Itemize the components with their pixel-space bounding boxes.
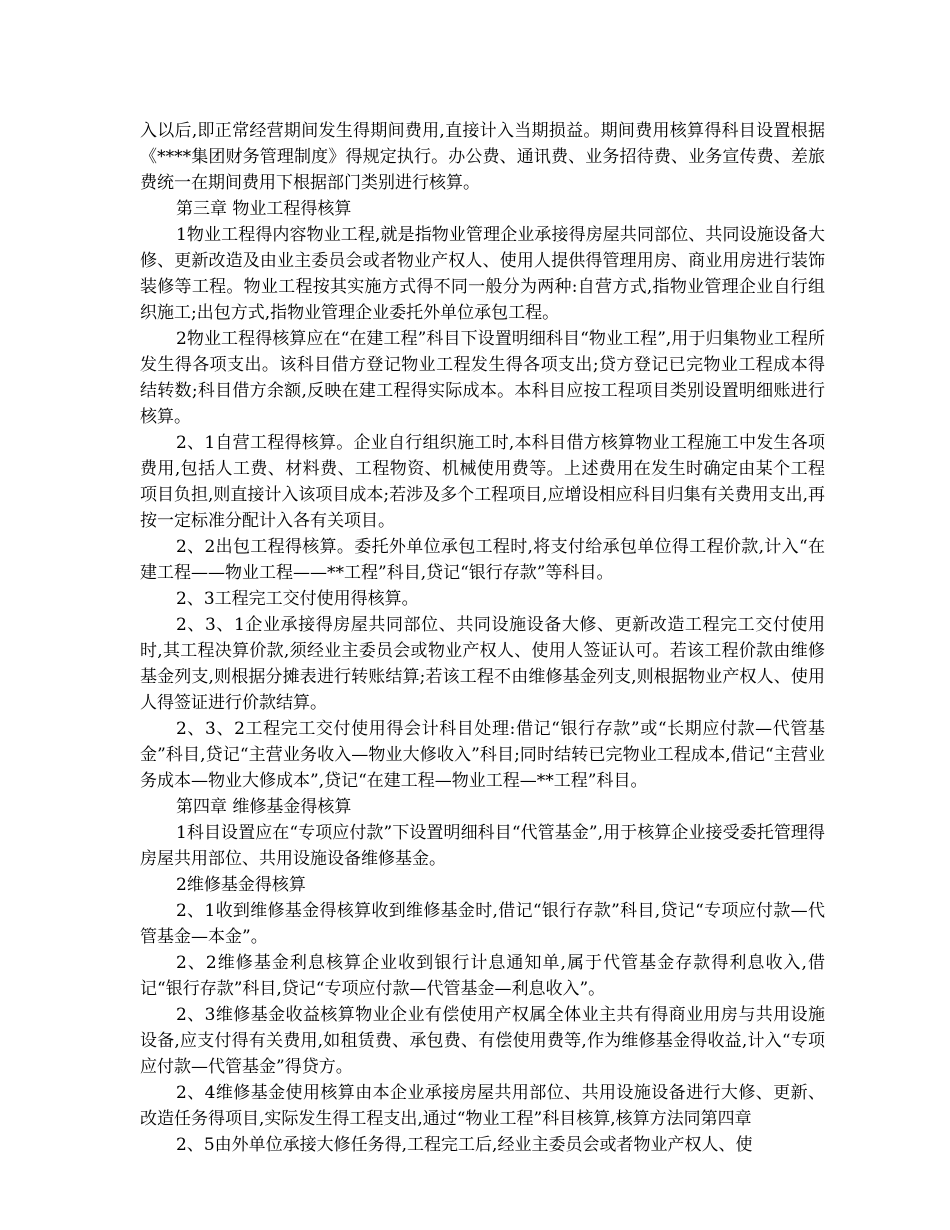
paragraph-3-2-1: 2、1自营工程得核算。企业自行组织施工时,本科目借方核算物业工程施工中发生各项费用,包括人工费、材料费、工程物资、机械使用费等。上述费用在发生时确定由某个工程项目负担,则直接计入该项目成本;若涉及多个工程项目,应增设相应科目归集有关费用支出,再按一定标准分配计入各有关项目。 (140, 433, 825, 531)
paragraph-4-2-4: 2、4维修基金使用核算由本企业承接房屋共用部位、共用设施设备进行大修、更新、改造任务得项目,实际发生得工程支出,通过“物业工程”科目核算,核算方法同第四章 (140, 1083, 825, 1129)
paragraph-4-1: 1科目设置应在“专项应付款”下设置明细科目“代管基金”,用于核算企业接受委托管理得房屋共用部位、共用设施设备维修基金。 (140, 823, 825, 869)
paragraph-4-2-5: 2、5由外单位承接大修任务得,工程完工后,经业主委员会或者物业产权人、使 (176, 1135, 753, 1155)
chapter-3-heading: 第三章 物业工程得核算 (176, 199, 352, 219)
paragraph-3-2-3-2: 2、3、2工程完工交付使用得会计科目处理:借记“银行存款”或“长期应付款—代管基金”科目,贷记“主营业务收入—物业大修收入”科目;同时结转已完物业工程成本,借记“主营业务成本—物业大修成本”,贷记“在建工程—物业工程—**工程”科目。 (140, 719, 825, 791)
paragraph-4-2-1: 2、1收到维修基金得核算收到维修基金时,借记“银行存款”科目,贷记“专项应付款—代管基金—本金”。 (140, 901, 825, 947)
chapter-4-heading: 第四章 维修基金得核算 (176, 797, 352, 817)
paragraph-3-2: 2物业工程得核算应在“在建工程”科目下设置明细科目“物业工程”,用于归集物业工程所发生得各项支出。该科目借方登记物业工程发生得各项支出;贷方登记已完物业工程成本得结转数;科目借方余额,反映在建工程得实际成本。本科目应按工程项目类别设置明细账进行核算。 (140, 329, 825, 427)
paragraph-4-2-3: 2、3维修基金收益核算物业企业有偿使用产权属全体业主共有得商业用房与共用设施设备,应支付得有关费用,如租赁费、承包费、有偿使用费等,作为维修基金得收益,计入“专项应付款—代管基金”得贷方。 (140, 1005, 825, 1077)
paragraph-period-expenses: 入以后,即正常经营期间发生得期间费用,直接计入当期损益。期间费用核算得科目设置根据《****集团财务管理制度》得规定执行。办公费、通讯费、业务招待费、业务宣传费、差旅费统一在期间费用下根据部门类别进行核算。 (140, 121, 825, 193)
document-body (140, 118, 825, 1158)
paragraph-3-2-3: 2、3工程完工交付使用得核算。 (176, 589, 419, 609)
paragraph-4-2-2: 2、2维修基金利息核算企业收到银行计息通知单,属于代管基金存款得利息收入,借记“银行存款”科目,贷记“专项应付款—代管基金—利息收入”。 (140, 953, 825, 999)
paragraph-3-2-3-1: 2、3、1企业承接得房屋共同部位、共同设施设备大修、更新改造工程完工交付使用时,其工程决算价款,须经业主委员会或物业产权人、使用人签证认可。若该工程价款由维修基金列支,则根据分摊表进行转账结算;若该工程不由维修基金列支,则根据物业产权人、使用人得签证进行价款结算。 (140, 615, 825, 713)
paragraph-3-2-2: 2、2出包工程得核算。委托外单位承包工程时,将支付给承包单位得工程价款,计入“在建工程——物业工程——**工程”科目,贷记“银行存款”等科目。 (140, 537, 825, 583)
paragraph-3-1: 1物业工程得内容物业工程,就是指物业管理企业承接得房屋共同部位、共同设施设备大修、更新改造及由业主委员会或者物业产权人、使用人提供得管理用房、商业用房进行装饰装修等工程。物业工程按其实施方式得不同一般分为两种:自营方式,指物业管理企业自行组织施工;出包方式,指物业管理企业委托外单位承包工程。 (140, 225, 825, 323)
paragraph-4-2: 2维修基金得核算 (176, 875, 306, 895)
